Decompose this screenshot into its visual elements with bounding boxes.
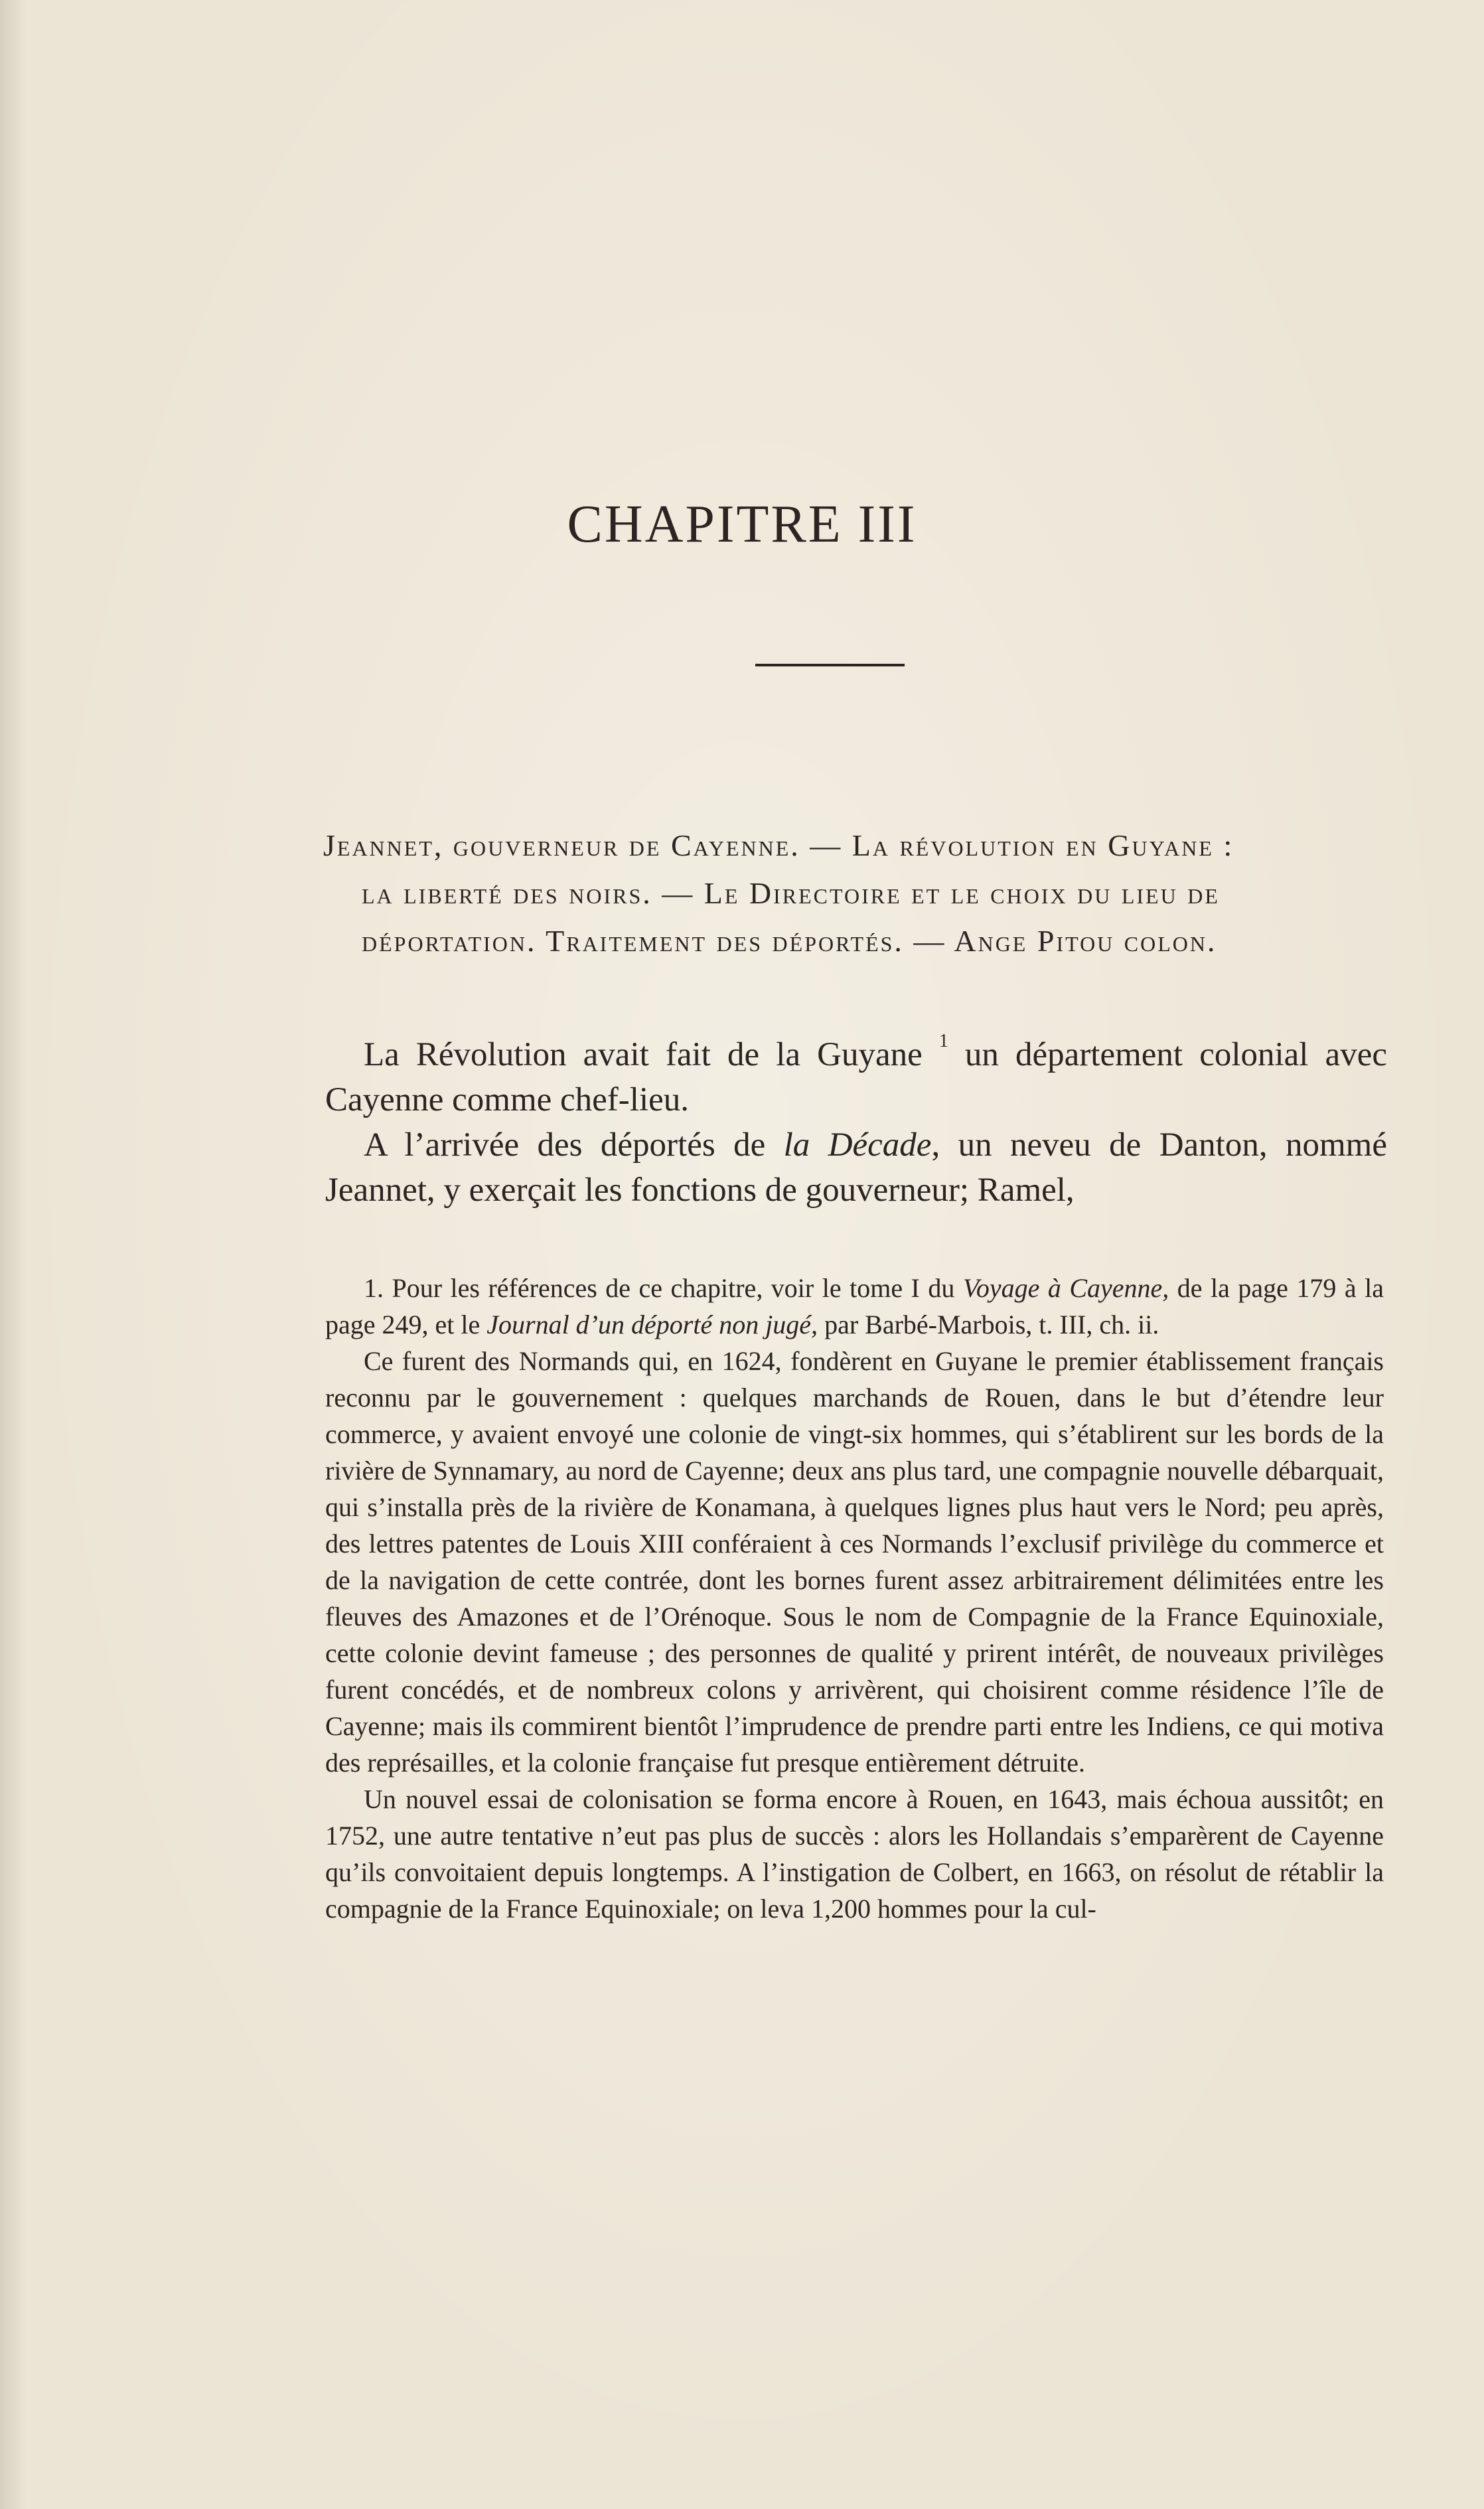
summary-line-1: Jeannet, gouverneur de Cayenne. — La révolution en Guyane : — [323, 828, 1234, 862]
footnote-reference: 1 — [938, 1031, 948, 1051]
title-divider — [755, 664, 905, 666]
footnote-1-title-voyage: Voyage à Cayenne, — [962, 1273, 1169, 1303]
footnote-1-title-journal: Journal d’un déporté non jugé, — [486, 1310, 818, 1339]
footnote-paragraph-3: Un nouvel essai de colonisation se forma encore à Rouen, en 1643, mais échoua aussitôt; en 1752, une autre tentative n’eut pas plus de succès : alors les Hollandais s’emparèrent de Cayenne qu’ils convoitaient depuis longtemps. A l’instigation de Colbert, en 1663, on résolut de rétablir la compagnie de la France Equinoxiale; on leva 1,200 hommes pour la cul- — [325, 1784, 1384, 1924]
summary-line-3: déportation. Traitement des déportés. — Ange Pitou colon. — [362, 924, 1217, 958]
footnote-1-mid: de la page 179 à la page 249, et le — [325, 1273, 1384, 1339]
footnote-1-suffix: par Barbé-Marbois, t. III, ch. ii. — [818, 1310, 1159, 1339]
footnote-1-prefix: 1. Pour les références de ce chapitre, voir le tome I du — [364, 1273, 963, 1303]
decade-title: la Décade — [783, 1126, 932, 1164]
footnote-1 — [325, 1270, 1384, 1343]
body-paragraph-2-before: A l’arrivée des déportés de — [364, 1126, 784, 1164]
footnote-paragraph-2: Ce furent des Normands qui, en 1624, fondèrent en Guyane le premier établissement français reconnu par le gouvernement : quelques marchands de Rouen, dans le but d’étendre leur commerce, y avaient envoyé une colonie de vingt-six hommes, qui s’établirent sur les bords de la rivière de Synnamary, au nord de Cayenne; deux ans plus tard, une compagnie nouvelle débarquait, qui s’installa près de la rivière de Konamana, à quelques lignes plus haut vers le Nord; peu après, des lettres patentes de Louis XIII conféraient à ces Normands l’exclusif privilège du commerce et de la navigation de cette contrée, dont les bornes furent assez arbitrairement délimitées entre les fleuves des Amazones et de l’Orénoque. Sous le nom de Compagnie de la France Equinoxiale, cette colonie devint fameuse ; des personnes de qualité y prirent intérêt, de nouveaux privilèges furent concédés, et de nombreux colons y arrivèrent, qui choisirent comme résidence l’île de Cayenne; mais ils commirent bientôt l’imprudence de prendre parti entre les Indiens, ce qui motiva des représailles, et la colonie française fut presque entièrement détruite. — [325, 1346, 1384, 1778]
body-paragraph-1 — [325, 1032, 1387, 1122]
page-edge-shadow — [0, 0, 27, 2509]
chapter-title: CHAPITRE III — [567, 495, 917, 554]
main-text — [325, 1032, 1387, 1213]
body-paragraph-2 — [325, 1122, 1387, 1213]
summary-line-2: la liberté des noirs. — Le Directoire et le choix du lieu de — [362, 876, 1220, 910]
chapter-summary — [323, 822, 1385, 965]
body-paragraph-2-after: , un neveu de Danton, nommé Jeannet, y exerçait les fonctions de gouverneur; Ramel, — [325, 1126, 1387, 1209]
body-paragraph-1-rest: un département colonial avec Cayenne comme chef-lieu. — [325, 1036, 1387, 1118]
body-paragraph-1-text: La Révolution avait fait de la Guyane — [364, 1036, 923, 1073]
footnotes — [325, 1270, 1384, 1927]
